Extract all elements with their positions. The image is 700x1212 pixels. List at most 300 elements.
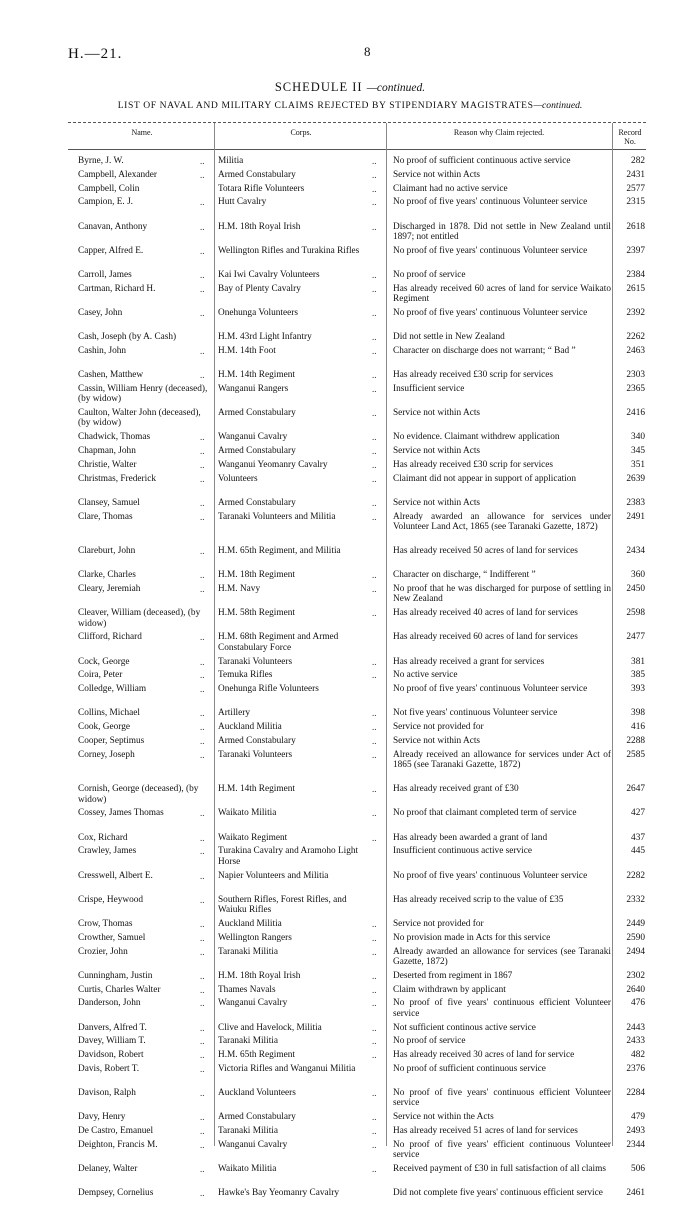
leader-dots: .. [200,919,205,929]
leader-dots: .. [200,570,205,581]
claimant-name: Clare, Thomas [78,511,133,522]
table-row [0,246,700,267]
claimant-name: Cock, George [78,656,130,667]
rejection-reason: Claimant did not appear in support of application [393,473,577,484]
rejection-reason: No active service [393,670,458,681]
record-number: 2433 [626,1036,645,1047]
claimant-name: Carroll, James [78,269,132,280]
rejection-reason: Service not within Acts [393,445,481,456]
table-row [0,808,700,829]
rejection-reason: No proof of five years' efficient continuous Volunteer service [393,1139,611,1161]
record-number: 340 [631,432,645,443]
table-row [0,584,700,605]
leader-dots: .. [200,1063,205,1074]
leader-dots: .. [372,183,377,194]
claimant-name: Deighton, Francis M. [78,1139,158,1150]
leader-dots: .. [372,656,377,667]
corps-name: Clive and Havelock, Militia [218,1022,322,1033]
table-row [0,446,700,456]
corps-name: Southern Rifles, Forest Rifles, and Waiuku Rifles [218,894,347,916]
table-row [0,1023,700,1033]
leader-dots: .. [200,459,205,470]
corps-name: Armed Constabulary [218,497,296,508]
claimant-name: Delaney, Walter [78,1163,138,1174]
corps-name: H.M. 18th Royal Irish [218,970,301,981]
leader-dots: .. [372,345,377,356]
leader-dots: .. [200,870,205,881]
leader-dots: .. [372,722,377,733]
corps-name: Armed Constabulary [218,408,296,418]
claimant-name: Dempsey, Cornelius [78,1188,154,1199]
record-number: 2618 [626,221,645,232]
leader-dots: .. [372,984,377,995]
corps-name: Totara Rifle Volunteers [218,183,305,194]
table-row [0,1164,700,1185]
table-row [0,670,700,680]
table-row [0,971,700,981]
record-number: 393 [631,684,645,695]
corps-name: H.M. 14th Regiment [218,370,295,381]
corps-name: Taranaki Volunteers [218,749,293,760]
corps-name: Armed Constabulary [218,735,296,746]
rejection-reason: No proof of sufficient continuous active service [393,156,571,166]
record-number: 2491 [626,511,645,522]
corps-name: Auckland Militia [218,722,282,733]
corps-name: Bay of Plenty Cavalry [218,283,301,294]
claimant-name: Davidson, Robert [78,1050,144,1061]
corps-name: Taranaki Volunteers [218,656,293,667]
record-number: 2494 [626,946,645,957]
table-row [0,1188,700,1209]
record-number: 445 [631,846,645,857]
table-row [0,1112,700,1122]
table-row [0,512,700,543]
claimant-name: Campbell, Colin [78,183,140,194]
claimant-name: Crowther, Samuel [78,932,146,943]
leader-dots: .. [372,735,377,746]
claimant-name: Collins, Michael [78,708,140,719]
leader-dots: .. [200,749,205,760]
table-row [0,184,700,194]
table-row [0,546,700,567]
table-row [0,933,700,943]
record-number: 345 [631,445,645,456]
leader-dots: .. [200,932,205,943]
rejection-reason: No evidence. Claimant withdrew application [393,432,560,443]
corps-name: Victoria Rifles and Wanganui Militia [218,1063,356,1074]
corps-name: Wanganui Cavalry [218,1139,288,1150]
leader-dots: .. [372,383,377,394]
record-number: 2585 [626,749,645,760]
rejection-reason: No proof of sufficient continuous service [393,1063,546,1074]
leader-dots: .. [200,1022,205,1033]
corps-name: Militia [218,156,244,166]
leader-dots: .. [372,197,377,208]
rejection-reason: Has already received £30 scrip for services [393,459,554,470]
rejection-reason: No proof of five years' continuous efficient Volunteer service [393,998,611,1019]
leader-dots: .. [200,670,205,681]
corps-name: Taranaki Militia [218,1036,279,1047]
leader-dots: .. [200,1036,205,1047]
claimant-name: Clareburt, John [78,546,136,557]
rejection-reason: Has already received £30 scrip for services [393,370,554,381]
claimant-name: Christie, Walter [78,459,137,470]
top-rule [68,122,646,123]
claimant-name: Cunningham, Justin [78,970,153,981]
claimant-name: Danvers, Alfred T. [78,1022,147,1033]
record-number: 360 [631,570,645,581]
leader-dots: .. [372,584,377,595]
corps-name: Auckland Militia [218,919,282,929]
leader-dots: .. [372,307,377,318]
table-row [0,460,700,470]
record-number: 2392 [626,307,645,318]
leader-dots: .. [372,1036,377,1047]
table-row [0,1064,700,1085]
record-number: 506 [631,1163,645,1174]
table-row [0,722,700,732]
record-number: 385 [631,670,645,681]
table-row [0,570,700,580]
corps-name: Volunteers [218,473,258,484]
leader-dots: .. [200,808,205,819]
claimant-name: Cook, George [78,722,130,733]
table-row [0,608,700,629]
leader-dots: .. [200,245,205,256]
table-row [0,657,700,667]
record-number: 2598 [626,608,645,619]
corps-name: H.M. 14th Regiment [218,784,295,795]
record-number: 2450 [626,584,645,595]
table-row [0,1050,700,1060]
claimant-name: Danderson, John [78,998,141,1009]
leader-dots: .. [372,497,377,508]
claimant-name: De Castro, Emanuel [78,1126,154,1136]
leader-dots: .. [372,1022,377,1033]
rejection-reason: Service not provided for [393,722,484,733]
claimant-name: Cleary, Jeremiah [78,584,141,595]
leader-dots: .. [200,946,205,957]
claimant-name: Campbell, Alexander [78,169,158,180]
rejection-reason: Service not provided for [393,919,484,929]
record-number: 2288 [626,735,645,746]
rejection-reason: Service not within Acts [393,408,481,418]
claimant-name: Davy, Henry [78,1112,126,1123]
record-number: 2344 [626,1139,645,1150]
table-row [0,736,700,746]
corps-name: H.M. 58th Regiment [218,608,295,619]
leader-dots: .. [372,169,377,180]
rejection-reason: Did not complete five years' continuous efficient service [393,1188,603,1199]
record-number: 2477 [626,632,645,643]
claimant-name: Crow, Thomas [78,919,133,929]
record-number: 427 [631,808,645,819]
table-row [0,408,700,429]
rejection-reason: Character on discharge, “ Indifferent ” [393,570,536,581]
rejection-reason: Insufficient service [393,383,465,394]
leader-dots: .. [200,684,205,695]
rejection-reason: Received payment of £30 in full satisfaction of all claims [393,1163,606,1174]
table-row [0,998,700,1019]
corps-name: Wellington Rangers [218,932,292,943]
leader-dots: .. [372,1139,377,1150]
corps-name: Onehunga Rifle Volunteers [218,684,319,695]
corps-name: Thames Navals [218,984,276,995]
table-row [0,833,700,843]
leader-dots: .. [200,656,205,667]
table-row [0,784,700,805]
corps-name: Wellington Rifles and Turakina Rifles [218,245,360,256]
leader-dots: .. [372,432,377,443]
table-row [0,474,700,495]
schedule-title [0,80,700,95]
rejection-reason: No proof of five years' continuous Volunteer service [393,307,588,318]
table-row [0,684,700,705]
leader-dots: .. [200,473,205,484]
table-row [0,1088,700,1109]
claimant-name: Chapman, John [78,445,136,456]
corps-name: H.M. 18th Royal Irish [218,221,301,232]
record-number: 437 [631,832,645,843]
corps-name: Taranaki Militia [218,1126,279,1136]
leader-dots: .. [200,1188,205,1199]
table-row [0,1126,700,1136]
record-number: 2590 [626,932,645,943]
claimant-name: Colledge, William [78,684,147,695]
leader-dots: .. [372,1088,377,1099]
leader-dots: .. [372,1112,377,1123]
page-number: 8 [364,44,371,59]
corps-name: H.M. 68th Regiment and Armed Constabulary Force [218,632,339,653]
record-number: 2416 [626,408,645,418]
corps-name: Wanganui Cavalry [218,432,288,443]
rejection-reason: Did not settle in New Zealand [393,332,505,343]
rejection-reason: Has already received 51 acres of land for services [393,1126,578,1136]
leader-dots: .. [200,497,205,508]
table-row [0,1036,700,1046]
leader-dots: .. [372,445,377,456]
record-number: 2284 [626,1088,645,1099]
record-number: 2365 [626,383,645,394]
rejection-reason: Has already been awarded a grant of land [393,832,548,843]
leader-dots: .. [372,511,377,522]
table-row [0,498,700,508]
leader-dots: .. [200,1126,205,1136]
claimant-name: Casey, John [78,307,123,318]
schedule-continued: —continued. [366,82,426,94]
rejection-reason: Discharged in 1878. Did not settle in New Zealand until 1897; not entitled [393,221,611,242]
leader-dots: .. [200,197,205,208]
rejection-reason: Has already received 40 acres of land for services [393,608,578,619]
leader-dots: .. [200,221,205,232]
rejection-reason: Not sufficient continous active service [393,1022,536,1033]
rejection-reason: No proof that claimant completed term of service [393,808,577,819]
corps-name: Hawke's Bay Yeomanry Cavalry [218,1188,339,1199]
corps-name: Waikato Regiment [218,832,288,843]
leader-dots: .. [372,459,377,470]
schedule-title-text: SCHEDULE II [274,80,363,94]
record-number: 2303 [626,370,645,381]
record-number: 2262 [626,332,645,343]
record-number: 2615 [626,283,645,294]
rejection-reason: Service not within the Acts [393,1112,494,1123]
claimant-name: Canavan, Anthony [78,221,148,232]
table-row [0,270,700,280]
leader-dots: .. [200,370,205,381]
parliamentary-paper-code: H.—21. [68,46,123,62]
record-number: 2302 [626,970,645,981]
table-row [0,985,700,995]
rejection-reason: Claimant had no active service [393,183,508,194]
leader-dots: .. [200,1088,205,1099]
column-header-record: Record No. [618,128,642,146]
table-row [0,284,700,305]
table-row [0,947,700,968]
table-row [0,222,700,243]
column-header-corps: Corps. [290,128,312,137]
rejection-reason: No proof of five years' continuous Volunteer service [393,870,588,881]
leader-dots: .. [372,332,377,343]
corps-name: Artillery [218,708,251,719]
leader-dots: .. [372,832,377,843]
leader-dots: .. [200,1163,205,1174]
claimant-name: Cossey, James Thomas [78,808,164,819]
leader-dots: .. [200,722,205,733]
claimant-name: Cashen, Matthew [78,370,144,381]
rejection-reason: Insufficient continuous active service [393,846,532,857]
table-row [0,632,700,653]
claimant-name: Cox, Richard [78,832,128,843]
record-number: 2640 [626,984,645,995]
corps-name: Waikato Militia [218,1163,277,1174]
claimant-name: Cashin, John [78,345,127,356]
leader-dots: .. [372,570,377,581]
rejection-reason: Service not within Acts [393,735,481,746]
table-row [0,332,700,342]
leader-dots: .. [200,432,205,443]
record-number: 2434 [626,546,645,557]
claimant-name: Cresswell, Albert E. [78,870,153,881]
claimant-name: Cash, Joseph (by A. Cash) [78,332,177,343]
corps-name: H.M. 65th Regiment, and Militia [218,546,341,557]
rejection-reason: No proof of five years' continuous Volunteer service [393,197,588,208]
claimant-name: Capper, Alfred E. [78,245,144,256]
leader-dots: .. [200,269,205,280]
corps-name: Wanganui Rangers [218,383,289,394]
leader-dots: .. [372,946,377,957]
record-number: 2383 [626,497,645,508]
leader-dots: .. [200,970,205,981]
corps-name: H.M. 65th Regiment [218,1050,295,1061]
column-header-name: Name. [131,128,153,137]
leader-dots: .. [372,749,377,760]
table-row [0,1140,700,1161]
record-number: 2639 [626,473,645,484]
claimant-name: Cornish, George (deceased), (by widow) [78,784,199,805]
corps-name: H.M. 14th Foot [218,345,276,356]
table-row [0,708,700,718]
leader-dots: .. [372,283,377,294]
leader-dots: .. [200,1139,205,1150]
claimant-name: Cleaver, William (deceased), (by widow) [78,608,201,629]
claimant-name: Cassin, William Henry (deceased), (by widow) [78,383,208,405]
leader-dots: .. [372,1050,377,1061]
record-number: 2493 [626,1126,645,1136]
record-number: 2461 [626,1188,645,1199]
leader-dots: .. [200,307,205,318]
leader-dots: .. [200,1112,205,1123]
rejection-reason: No proof that he was discharged for purpose of settling in New Zealand [393,584,611,605]
leader-dots: .. [200,546,205,557]
rejection-reason: Already received an allowance for services under Act of 1865 (see Taranaki Gazette, 1872) [393,749,611,771]
record-number: 282 [631,156,645,166]
leader-dots: .. [372,970,377,981]
corps-name: Onehunga Volunteers [218,307,298,318]
header-rule [68,149,646,150]
corps-name: Wanganui Yeomanry Cavalry [218,459,328,470]
leader-dots: .. [200,735,205,746]
table-row [0,197,700,218]
record-number: 381 [631,656,645,667]
record-number: 2449 [626,919,645,929]
leader-dots: .. [200,708,205,719]
list-title-continued: —continued. [533,100,583,111]
rejection-reason: No provision made in Acts for this service [393,932,551,943]
record-number: 2282 [626,870,645,881]
corps-name: Kai Iwi Cavalry Volunteers [218,269,320,280]
rejection-reason: Has already received 50 acres of land for services [393,546,578,557]
table-row [0,846,700,867]
column-header-reason: Reason why Claim rejected. [453,128,545,137]
rejection-reason: Has already received grant of £30 [393,784,519,795]
leader-dots: .. [200,584,205,595]
leader-dots: .. [372,370,377,381]
rejection-reason: Has already received scrip to the value of £35 [393,894,564,905]
list-title [0,100,700,111]
corps-name: H.M. 43rd Light Infantry [218,332,312,343]
leader-dots: .. [372,932,377,943]
leader-dots: .. [200,169,205,180]
rejection-reason: Not five years' continuous Volunteer service [393,708,558,719]
leader-dots: .. [372,156,377,166]
claimant-name: Crozier, John [78,946,128,957]
leader-dots: .. [372,919,377,929]
leader-dots: .. [372,1126,377,1136]
claimant-name: Caulton, Walter John (deceased), (by widow) [78,408,201,429]
record-number: 351 [631,459,645,470]
record-number: 2332 [626,894,645,905]
rejection-reason: Deserted from regiment in 1867 [393,970,513,981]
table-row [0,384,700,405]
table-row [0,895,700,916]
list-title-text: LIST OF NAVAL AND MILITARY CLAIMS REJECTED BY STIPENDIARY MAGISTRATES [117,100,534,111]
claimant-name: Campion, E. J. [78,197,134,208]
rejection-reason: Already awarded an allowance for services (see Taranaki Gazette, 1872) [393,946,611,967]
claimant-name: Davis, Robert T. [78,1063,140,1074]
rejection-reason: Has already received a grant for services [393,656,545,667]
table-row [0,346,700,367]
record-number: 2463 [626,345,645,356]
record-number: 476 [631,998,645,1009]
corps-name: Auckland Volunteers [218,1088,296,1099]
leader-dots: .. [372,221,377,232]
leader-dots: .. [200,846,205,857]
leader-dots: .. [372,784,377,795]
claimant-name: Christmas, Frederick [78,473,156,484]
rejection-reason: Service not within Acts [393,497,481,508]
claimant-name: Crawley, James [78,846,137,857]
corps-name: Wanganui Cavalry [218,998,288,1009]
